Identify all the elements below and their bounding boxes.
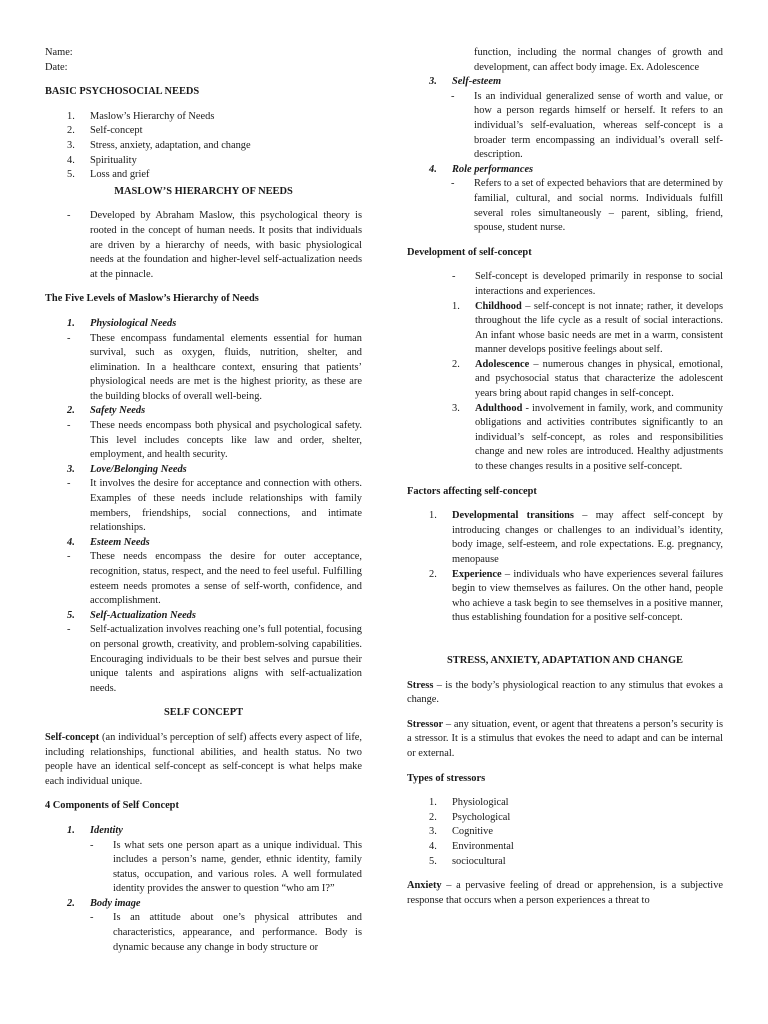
- component-title: Self-esteem: [452, 76, 502, 88]
- factors-heading: Factors affecting self-concept: [407, 485, 537, 497]
- level-title: Safety Needs: [90, 405, 146, 417]
- basic-needs-list: [45, 110, 362, 183]
- name-label: Name:: [45, 47, 73, 58]
- level-title: Esteem Needs: [90, 536, 150, 548]
- component-text: Is an individual generalized sense of worth and value, or how a person regards himself or herself. It refers to an individual’s self-evaluation, whereas self-concept is a broader term encompassing an individual’s overall self-description.: [474, 90, 723, 161]
- maslow-levels-list: [45, 317, 362, 696]
- list-item: 1. Physiological: [429, 797, 509, 809]
- stressor-definition: Stressor – any situation, event, or agent that threatens a person’s security is a stressor. It is a stimulus that evokes the need to adapt and can be internal or external.: [407, 718, 723, 759]
- components-list-continued: [407, 75, 723, 236]
- maslow-heading: MASLOW’S HIERARCHY OF NEEDS: [114, 185, 293, 197]
- types-of-stressors-heading: Types of stressors: [407, 772, 486, 784]
- level-title: Physiological Needs: [90, 317, 177, 329]
- list-item: 2. Adolescence – numerous changes in physical, emotional, and psychosocial status that characterize the adolescent years bring about rapid changes in self-concept.: [452, 358, 723, 400]
- body-image-continuation: function, including the normal changes of growth and development, can affect body image. Ex. Adolescence: [474, 47, 723, 73]
- stress-definition: Stress – is the body’s physiological reaction to any stimulus that evokes a change.: [407, 679, 723, 706]
- level-text: These needs encompass the desire for outer acceptance, recognition, status, respect, and the need to feel useful. Fulfilling esteem needs promotes a sense of self-worth, confidence, and accomplishment.: [90, 551, 362, 607]
- basic-psychosocial-needs-heading: BASIC PSYCHOSOCIAL NEEDS: [45, 86, 200, 98]
- self-concept-heading: SELF CONCEPT: [164, 707, 243, 719]
- component-item: 3. Self-esteem - Is an individual generalized sense of worth and value, or how a person regards himself or herself. It refers to an individual’s self-evaluation, whereas self-concept is a broader term encompassing an individual’s overall self-description.: [429, 75, 723, 163]
- components-list: [45, 824, 362, 955]
- component-item: 2. Body image - Is an attitude about one’s physical attributes and characteristics, appearance, and performance. Body is dynamic because any change in body structure or: [67, 897, 362, 955]
- component-title: Role performances: [452, 163, 534, 175]
- list-item: 3. Adulthood - involvement in family, work, and community obligations and activities contributes significantly to an individual’s self-concept, as roles and responsibilities change and new roles are introduced. Healthy adjustments to these changes results in a positive self-concept.: [452, 402, 723, 473]
- list-item: 1. Childhood – self-concept is not innate; rather, it develops throughout the life cycle as a result of social interactions. An infant whose basic needs are met in a warm, consistent manner develops positive feelings about self.: [452, 300, 723, 356]
- level-text: It involves the desire for acceptance and connection with others. Examples of these needs include relationships with family members, friendships, social connections, and intimate relationships.: [90, 478, 362, 534]
- component-text: Is what sets one person apart as a unique individual. This includes a person’s name, gender, ethnic identity, family status, occupation, and various roles. A well formulated identity provides the answer to question “who am I?”: [113, 839, 362, 895]
- maslow-intro-item: - Developed by Abraham Maslow, this psychological theory is rooted in the concept of human needs. It posits that individuals are driven by a hierarchy of needs, with basic physiological needs at the foundation and higher-level self-actualization needs at the pinnacle.: [45, 209, 362, 282]
- anxiety-definition: Anxiety – a pervasive feeling of dread or apprehension, is a subjective response that occurs when a person experiences a threat to: [407, 880, 723, 906]
- list-item: 5. sociocultural: [429, 855, 506, 867]
- factors-list: [407, 509, 723, 626]
- component-title: Identity: [90, 824, 123, 836]
- component-text: Is an attitude about one’s physical attributes and characteristics, appearance, and performance. Body is dynamic because any change in body structure or: [113, 912, 362, 953]
- list-item: 2. Psychological: [429, 811, 511, 823]
- list-item: 3. Cognitive: [429, 826, 493, 838]
- component-text: Refers to a set of expected behaviors that are determined by familial, cultural, and social norms. Individuals fulfill several roles simultaneously – parent, sibling, friend, spouse, student nurse.: [474, 178, 723, 234]
- level-item: 4. Esteem Needs - These needs encompass the desire for outer acceptance, recognition, status, respect, and the need to feel useful. Fulfilling esteem needs promotes a sense of self-worth, confidence, and accomplishment.: [67, 536, 362, 609]
- component-item: 4. Role performances - Refers to a set of expected behaviors that are determined by familial, cultural, and social norms. Individuals fulfill several roles simultaneously – parent, sibling, friend, spouse, student nurse.: [429, 163, 723, 236]
- level-title: Self-Actualization Needs: [90, 609, 196, 621]
- list-item: 4. Environmental: [429, 840, 514, 852]
- components-heading: 4 Components of Self Concept: [45, 800, 179, 812]
- list-item: 1. Developmental transitions – may affect self-concept by introducing changes or challenges to an individual’s identity, body image, self-esteem, and role expectations. E.g. pregnancy, menopause: [429, 510, 723, 565]
- date-label: Date:: [45, 61, 68, 73]
- maslow-intro-text: Developed by Abraham Maslow, this psychological theory is rooted in the concept of human needs. It posits that individuals are driven by a hierarchy of needs, with basic physiological needs at the foundation and higher-level self-actualization needs at the pinnacle.: [90, 210, 362, 280]
- stressor-types-list: [407, 796, 723, 869]
- level-item: 3. Love/Belonging Needs - It involves the desire for acceptance and connection with others. Examples of these needs include relationships with family members, friendships, social connections, and intimate relationships.: [67, 463, 362, 536]
- list-item: 1. Maslow’s Hierarchy of Needs: [67, 110, 215, 122]
- level-item: 5. Self-Actualization Needs - Self-actualization involves reaching one’s full potential, focusing on personal growth, creativity, and problem-solving capabilities. Encouraging individuals to be their best selves and pursue their unique talents and aspirations aligns with self-actualization needs.: [67, 609, 362, 697]
- right-column: [407, 46, 723, 908]
- development-heading: Development of self-concept: [407, 246, 532, 258]
- list-item: 3. Stress, anxiety, adaptation, and change: [67, 139, 251, 151]
- level-text: Self-actualization involves reaching one’s full potential, focusing on personal growth, creativity, and problem-solving capabilities. Encouraging individuals to be their best selves and pursue their unique talents and aspirations aligns with self-actualization needs.: [90, 624, 362, 694]
- development-intro: - Self-concept is developed primarily in response to social interactions and experiences.: [452, 271, 723, 297]
- development-list: [407, 300, 723, 475]
- five-levels-heading: The Five Levels of Maslow’s Hierarchy of Needs: [45, 293, 259, 305]
- level-title: Love/Belonging Needs: [90, 463, 187, 475]
- list-item: 4. Spirituality: [67, 154, 137, 166]
- left-column: [45, 46, 362, 955]
- component-title: Body image: [90, 897, 141, 909]
- list-item: 5. Loss and grief: [67, 169, 150, 181]
- stress-heading: STRESS, ANXIETY, ADAPTATION AND CHANGE: [447, 654, 683, 666]
- component-item: 1. Identity - Is what sets one person apart as a unique individual. This includes a person’s name, gender, ethnic identity, family status, occupation, and various roles. A well formulated identity provides the answer to question “who am I?”: [67, 824, 362, 897]
- level-text: These needs encompass both physical and psychological safety. This level includes concepts like law and order, shelter, employment, and health security.: [90, 420, 362, 461]
- level-item: 1. Physiological Needs - These encompass fundamental elements essential for human survival, such as oxygen, fluids, nutrition, shelter, and elimination. In a healthcare context, ensuring that patients’ physiological needs are met is the highest priority, as these are the building blocks of overall well-being.: [67, 317, 362, 405]
- self-concept-definition: Self-concept (an individual’s perception of self) affects every aspect of life, including relationships, functional abilities, and health status. No two people have an identical self-concept as self-concept is what helps make each individual unique.: [45, 731, 362, 787]
- list-item: 2. Experience – individuals who have experiences several failures begin to view themselves as failures. On the other hand, people who achieve a task begin to see themselves in a positive manner, thus establishing foundation for a positive self-concept.: [429, 568, 723, 624]
- list-item: 2. Self-concept: [67, 125, 143, 137]
- level-text: These encompass fundamental elements essential for human survival, such as oxygen, fluids, nutrition, shelter, and elimination. In a healthcare context, ensuring that patients’ physiological needs are met is the highest priority, as these are the building blocks of overall well-being.: [90, 332, 362, 402]
- level-item: 2. Safety Needs - These needs encompass both physical and psychological safety. This level includes concepts like law and order, shelter, employment, and health security.: [67, 404, 362, 462]
